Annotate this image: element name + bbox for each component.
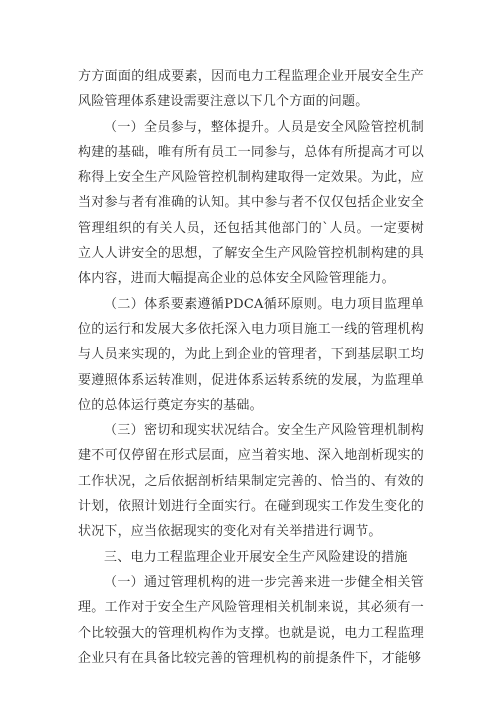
section-heading-measures: 三、电力工程监理企业开展安全生产风险建设的措施 xyxy=(104,549,408,565)
paragraph-pdca-principle: （二）体系要素遵循PDCA循环原则。电力项目监理单位的运行和发展大多依托深入电力项目施工一线的管理机构与人员来实现的，为此上到企业的管理者，下到基层职工均要遵照体系运转准则，促进体系运转系统的发展，为监理单位的总体运行奠定夯实的基础。 xyxy=(78,296,424,413)
paragraph-intro-continuation: 方方面面的组成要素，因而电力工程监理企业开展安全生产风险管理体系建设需要注意以下几个方面的问题。 xyxy=(78,69,424,110)
document-body xyxy=(78,64,424,671)
paragraph-full-participation: （一）全员参与，整体提升。人员是安全风险管控机制构建的基础，唯有所有员工一同参与，总体有所提高才可以称得上安全生产风险管控机制构建取得一定效果。为此，应当对参与者有准确的认知。其中参与者不仅仅包括企业安全管理组织的有关人员，还包括其他部门的`人员。一定要树立人人讲安全的思想，了解安全生产风险管控机制构建的具体内容，进而大幅提高企业的总体安全风险管理能力。 xyxy=(78,119,424,287)
paragraph-combine-reality: （三）密切和现实状况结合。安全生产风险管理机制构建不可仅停留在形式层面，应当着实地、深入地剖析现实的工作状况，之后依据剖析结果制定完善的、恰当的、有效的计划，依照计划进行全面实行。在碰到现实工作发生变化的状况下，应当依据现实的变化对有关举措进行调节。 xyxy=(78,423,424,540)
paragraph-management-structure: （一）通过管理机构的进一步完善来进一步健全相关管理。工作对于安全生产风险管理相关机制来说，其必须有一个比较强大的管理机构作为支撑。也就是说，电力工程监理企业只有在具备比较完善的管理机构的前提条件下，才能够 xyxy=(78,574,424,666)
